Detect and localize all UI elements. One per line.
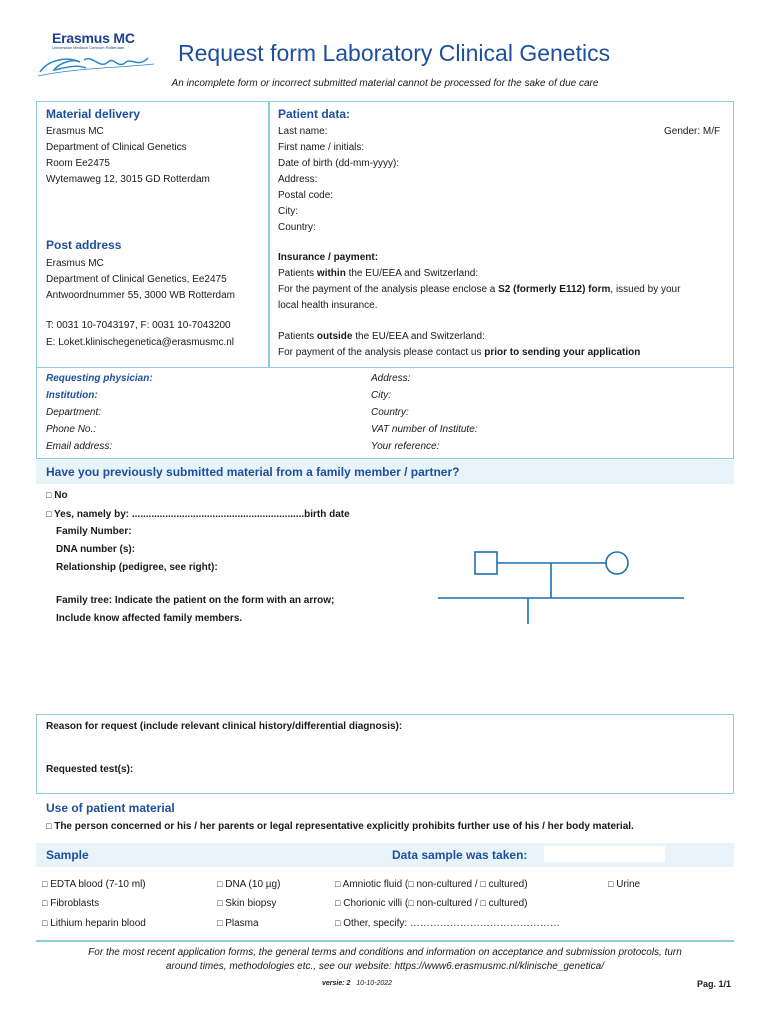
insurance-within-detail-2: local health insurance.	[278, 300, 378, 311]
family-question: Have you previously submitted material from a family member / partner?	[46, 465, 460, 479]
material-delivery-address	[46, 124, 210, 188]
family-tree-instruction: Family tree: Indicate the patient on the form with an arrow;	[56, 595, 335, 606]
footer-note-line-1: For the most recent application forms, the general terms and conditions and information on acceptance and submission protocols, turn	[88, 947, 682, 958]
address-line: Antwoordnummer 55, 3000 WB Rotterdam	[46, 290, 235, 301]
checkbox-icon[interactable]: □	[42, 879, 48, 889]
insurance-title: Insurance / payment:	[278, 252, 379, 263]
sample-plasma[interactable]: □ Plasma	[217, 918, 259, 929]
physician-address-label[interactable]: Address:	[371, 373, 411, 384]
checkbox-icon[interactable]: □	[217, 918, 223, 928]
page-subtitle: An incomplete form or incorrect submitted material cannot be processed for the sake of due care	[171, 78, 599, 89]
requesting-physician-label[interactable]: Requesting physician:	[46, 373, 153, 384]
checkbox-icon[interactable]: □	[217, 898, 223, 908]
sample-skin-biopsy[interactable]: □ Skin biopsy	[217, 898, 277, 909]
family-tree-instruction-2: Include know affected family members.	[56, 613, 243, 624]
phone-label[interactable]: Phone No.:	[46, 424, 97, 435]
checkbox-icon[interactable]: □	[608, 879, 614, 889]
logo-script-icon	[36, 50, 156, 78]
field-postal-code[interactable]: Postal code:	[278, 190, 334, 201]
physician-country-label[interactable]: Country:	[371, 407, 409, 418]
insurance-outside-detail: For payment of the analysis please contact us prior to sending your application	[278, 347, 641, 358]
insurance-outside: Patients outside the EU/EEA and Switzerland:	[278, 331, 485, 342]
sample-date-label: Data sample was taken:	[392, 848, 528, 862]
logo-subtitle: Universitair Medisch Centrum Rotterdam	[52, 45, 125, 50]
vat-number-label[interactable]: VAT number of Institute:	[371, 424, 478, 435]
address-line: Department of Clinical Genetics, Ee2475	[46, 274, 227, 285]
department-label[interactable]: Department:	[46, 407, 102, 418]
patient-data-title: Patient data:	[278, 107, 351, 121]
physician-left	[46, 370, 153, 455]
institution-label[interactable]: Institution:	[46, 390, 98, 401]
email-label[interactable]: Email address:	[46, 441, 113, 452]
checkbox-icon[interactable]: □	[480, 879, 486, 889]
checkbox-icon[interactable]: □	[335, 918, 341, 928]
checkbox-icon[interactable]: □	[217, 879, 223, 889]
insurance-within-detail: For the payment of the analysis please enclose a S2 (formerly E112) form, issued by your	[278, 284, 681, 295]
address-line: Erasmus MC	[46, 258, 104, 269]
footer-note	[0, 946, 770, 974]
sample-lithium-heparin[interactable]: □ Lithium heparin blood	[42, 918, 146, 929]
field-city[interactable]: City:	[278, 206, 298, 217]
relationship-label[interactable]: Relationship (pedigree, see right):	[56, 562, 218, 573]
family-no-option[interactable]: □ No	[46, 490, 68, 501]
sample-title: Sample	[46, 848, 89, 862]
checkbox-icon[interactable]: □	[42, 898, 48, 908]
sample-edta-blood[interactable]: □ EDTA blood (7-10 ml)	[42, 879, 146, 890]
phone-fax: T: 0031 10-7043197, F: 0031 10-7043200	[46, 320, 231, 331]
field-date-of-birth[interactable]: Date of birth (dd-mm-yyyy):	[278, 158, 400, 169]
page-title: Request form Laboratory Clinical Genetics	[178, 40, 611, 66]
use-of-material-option[interactable]: □ The person concerned or his / her parents or legal representative explicitly prohibits further use of his / her body material.	[46, 821, 634, 832]
field-country[interactable]: Country:	[278, 222, 316, 233]
sample-date-input[interactable]	[544, 846, 665, 862]
address-line: Erasmus MC	[46, 126, 104, 137]
field-gender[interactable]: Gender: M/F	[664, 126, 721, 137]
checkbox-icon[interactable]: □	[480, 898, 486, 908]
dna-number-label[interactable]: DNA number (s):	[56, 544, 136, 555]
email-address: E: Loket.klinischegenetica@erasmusmc.nl	[46, 337, 235, 348]
sample-amniotic-fluid[interactable]: □ Amniotic fluid (□ non-cultured / □ cultured)	[335, 879, 528, 890]
patient-fields	[278, 124, 399, 236]
field-address[interactable]: Address:	[278, 174, 318, 185]
checkbox-icon[interactable]: □	[42, 918, 48, 928]
insurance-within: Patients within the EU/EEA and Switzerland:	[278, 268, 479, 279]
checkbox-icon[interactable]: □	[46, 490, 52, 500]
checkbox-icon[interactable]: □	[408, 898, 414, 908]
post-address-lines	[46, 256, 235, 304]
field-last-name[interactable]: Last name:	[278, 126, 328, 137]
sample-urine[interactable]: □ Urine	[608, 879, 641, 890]
box-divider	[268, 101, 270, 368]
your-reference-label[interactable]: Your reference:	[371, 441, 440, 452]
requested-tests-label[interactable]: Requested test(s):	[46, 764, 134, 775]
checkbox-icon[interactable]: □	[335, 898, 341, 908]
post-address-title: Post address	[46, 238, 122, 252]
physician-city-label[interactable]: City:	[371, 390, 391, 401]
reason-for-request-label[interactable]: Reason for request (include relevant clinical history/differential diagnosis):	[46, 721, 403, 732]
footer-note-line-2[interactable]: around times, methodologies etc., see our website: https://www6.erasmusmc.nl/klinische_genetica/	[166, 961, 604, 972]
pedigree-female-circle	[606, 552, 628, 574]
sample-dna[interactable]: □ DNA (10 µg)	[217, 879, 281, 890]
address-line: Department of Clinical Genetics	[46, 142, 187, 153]
address-line: Room Ee2475	[46, 158, 110, 169]
field-first-name[interactable]: First name / initials:	[278, 142, 365, 153]
page-number: Pag. 1/1	[697, 979, 732, 989]
physician-right	[371, 370, 478, 455]
pedigree-diagram[interactable]	[436, 548, 686, 626]
family-yes-option[interactable]: □ Yes, namely by: ..............................................................birth date	[46, 509, 350, 520]
material-delivery-title: Material delivery	[46, 107, 141, 121]
sample-other[interactable]: □ Other, specify: ………………………………………	[335, 918, 560, 929]
version-info: versie: 2 10-10-2022	[322, 980, 393, 987]
checkbox-icon[interactable]: □	[46, 509, 52, 519]
sample-fibroblasts[interactable]: □ Fibroblasts	[42, 898, 100, 909]
address-line: Wytemaweg 12, 3015 GD Rotterdam	[46, 174, 210, 185]
footer-divider	[36, 940, 734, 942]
use-of-material-title: Use of patient material	[46, 801, 175, 815]
pedigree-male-square	[475, 552, 497, 574]
family-number-label[interactable]: Family Number:	[56, 526, 132, 537]
logo-name: Erasmus MC	[52, 30, 135, 46]
checkbox-icon[interactable]: □	[46, 821, 52, 831]
checkbox-icon[interactable]: □	[408, 879, 414, 889]
sample-chorionic-villi[interactable]: □ Chorionic villi (□ non-cultured / □ cultured)	[335, 898, 528, 909]
checkbox-icon[interactable]: □	[335, 879, 341, 889]
